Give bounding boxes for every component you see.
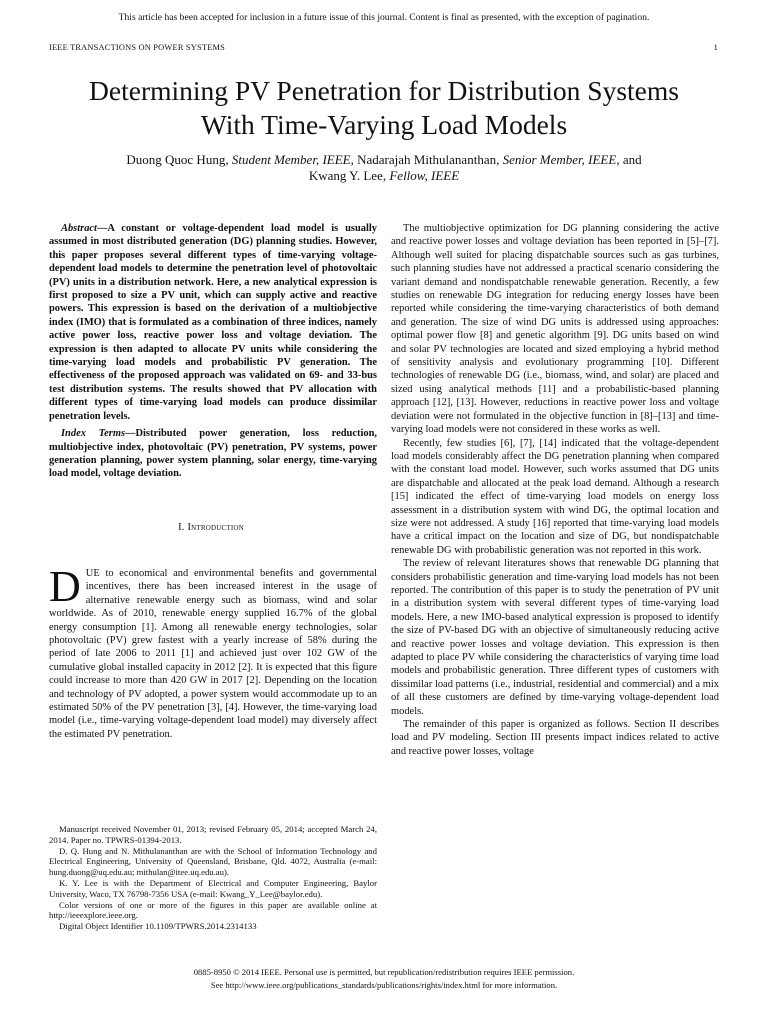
author-list	[30, 152, 738, 184]
body-paragraph: Recently, few studies [6], [7], [14] indicated that the voltage-dependent load models considerably affect the DG penetration planning when compared with the constant load model. However, such works assumed that DG units are dispatchable and allocated at the peak load demand. Although a research [15] indicated the effect of time-varying load models on energy loss assessment in a distribution system with wind DG, the optimal location and size were not addressed. A study [16] reported that time-varying load models have a critical impact on the location and size of DG, but nondispatchable renewable DG with probabilistic generation was not reported in this work.	[391, 437, 719, 556]
abstract-block	[49, 222, 377, 481]
author-1-role: Student Member, IEEE	[231, 152, 351, 167]
paper-title	[30, 74, 738, 142]
author-2-name: , Nadarajah Mithulananthan,	[350, 152, 500, 167]
footer-rights-line: See http://www.ieee.org/publications_standards/publications/rights/index.html for more information.	[210, 980, 558, 990]
author-line-2	[30, 168, 738, 184]
author-conjunction: , and	[616, 152, 642, 167]
section-heading-introduction	[49, 522, 373, 533]
copyright-footer	[0, 966, 768, 992]
index-terms-label: Index Terms	[61, 428, 126, 440]
intro-paragraph	[49, 562, 377, 741]
footnotes	[49, 824, 377, 932]
body-paragraph: The review of relevant literatures shows that renewable DG planning that considers probabilistic generation and time-varying load models has not been reported. The contribution of this paper is to study the penetration of PV unit in a distribution system with several different types of time-varying load models. Here, a new IMO-based analytical expression is proposed to identify the size of PV-based DG with an objective of simultaneously reducing active and reactive power losses and voltage deviation. This expression is then adapted to place PV while considering the characteristics of varying time load models and probabilistic generation. Three different types of customers with dissimilar load patterns (i.e., industrial, residential and commercial) and a mix of all these customers are defined by time-varying voltage-dependent load models.	[391, 558, 719, 717]
author-line-1	[30, 152, 738, 168]
drop-cap-letter: D	[49, 562, 81, 611]
footnote-color-versions: Color versions of one or more of the figures in this paper are available online at http://ieeexplore.ieee.org.	[49, 899, 377, 921]
introduction-body	[49, 562, 377, 741]
footnote-manuscript: Manuscript received November 01, 2013; revised February 05, 2014; accepted March 24, 2014. Paper no. TPWRS-01394-2013.	[49, 824, 377, 845]
section-title: Introduction	[187, 522, 244, 533]
index-terms-paragraph	[49, 427, 377, 481]
journal-name: IEEE TRANSACTIONS ON POWER SYSTEMS	[49, 43, 226, 52]
abstract-paragraph	[49, 222, 377, 423]
running-head	[49, 43, 718, 52]
body-paragraph: The remainder of this paper is organized as follows. Section II describes load and PV modeling. Section III presents impact indices related to active and reactive power losses, voltage	[391, 719, 719, 757]
author-2-role: Senior Member, IEEE	[502, 152, 617, 167]
section-number: I.	[178, 522, 185, 533]
title-line-1: Determining PV Penetration for Distribution Systems	[89, 75, 679, 106]
right-column-body	[391, 222, 719, 758]
author-1-name: Duong Quoc Hung,	[126, 152, 229, 167]
body-paragraph: The multiobjective optimization for DG planning considering the active and reactive power losses and voltage deviation has been reported in [5]–[7]. Although well suited for placing dispatchable sources such as gas turbines, such planning studies have not addressed a practical scenario considering the variant demand and nondispatchable renewable generation. Recently, a few studies on renewable DG integration for reducing energy losses have been reported while considering the time-varying characteristics of both demand and generation. The size of wind DG units is addressed using approaches: optimal power flow [8] and genetic algorithm [9]. DG units based on wind and solar PV technologies are located and sized employing a hybrid method of sensitivity analysis and evolutionary programming [10]. Different technologies of renewable DG (i.e., biomass, wind, and solar) are placed and sized using analytical methods [11] and a probabilistic-based planning approach [12], [13]. However, reductions in reactive power loss and voltage deviation were not formulated in the objective function in [8]–[13] and time-varying load models were not considered in these works as well.	[391, 223, 719, 436]
abstract-label: Abstract	[61, 223, 97, 234]
page-number: 1	[713, 43, 718, 52]
abstract-text: —A constant or voltage-dependent load model is usually assumed in most distributed generation (DG) planning studies. However, this paper proposes several different types of time-varying voltage-dependent load models to determine the penetration level of photovoltaic (PV) units in a distribution network. Here, a new analytical expression is first proposed to size a PV unit, which can supply active and reactive powers. This expression is based on the derivation of a multiobjective index (IMO) that is formulated as a combination of three indices, namely active power loss, reactive power loss and voltage deviation. The expression is then adapted to allocate PV units while considering the time-varying load models and probabilistic PV generation. The effectiveness of the proposed approach was validated on 69- and 33-bus test distribution systems. The results showed that PV allocation with different types of time-varying load models can produce dissimilar penetration levels.	[49, 223, 377, 422]
author-3-name: Kwang Y. Lee,	[308, 168, 387, 183]
author-3-role: Fellow, IEEE	[389, 168, 460, 183]
title-line-2: With Time-Varying Load Models	[200, 109, 568, 140]
acceptance-banner: This article has been accepted for inclusion in a future issue of this journal. Content is final as presented, with the exception of pagination.	[118, 12, 650, 23]
footer-copyright-line: 0885-8950 © 2014 IEEE. Personal use is permitted, but republication/redistribution requires IEEE permission.	[193, 967, 575, 977]
footnote-affiliation-2: K. Y. Lee is with the Department of Electrical and Computer Engineering, Baylor University, Waco, TX 76798-7356 USA (e-mail: Kwang_Y_Lee@baylor.edu).	[49, 877, 377, 899]
footnote-doi: Digital Object Identifier 10.1109/TPWRS.2014.2314133	[59, 921, 257, 932]
intro-text: UE to economical and environmental benefits and governmental incentives, there has been increased interest in the usage of alternative renewable energy such as biomass, wind and solar worldwide. As of 2010, renewable energy supplied 16.7% of the global energy consumption [1]. Among all renewable energy technologies, solar photovoltaic (PV) grew fastest with a yearly increase of 58% during the period of late 2006 to 2011 [1] and achieved just over 102 GW of the cumulative global installed capacity in 2012 [2]. It is expected that this figure could increase to more than 420 GW in 2017 [2]. Depending on the location and technology of PV adopted, a power system would accommodate up to an estimated 50% of the PV penetration [3], [4]. However, the time-varying load model (i.e., time-varying voltage-dependent load model) may diversely affect the estimated PV penetration.	[49, 568, 377, 740]
index-terms-text: —Distributed power generation, loss reduction, multiobjective index, photovoltaic (PV) penetration, PV systems, power generation planning, power system planning, solar energy, time-varying load model, voltage deviation.	[49, 428, 378, 480]
footnote-affiliation-1: D. Q. Hung and N. Mithulananthan are with the School of Information Technology and Electrical Engineering, University of Queensland, Brisbane, Qld. 4072, Australia (e-mail: hung.duong@uq.edu.au; mithulan@itee.uq.edu.au).	[49, 845, 377, 878]
